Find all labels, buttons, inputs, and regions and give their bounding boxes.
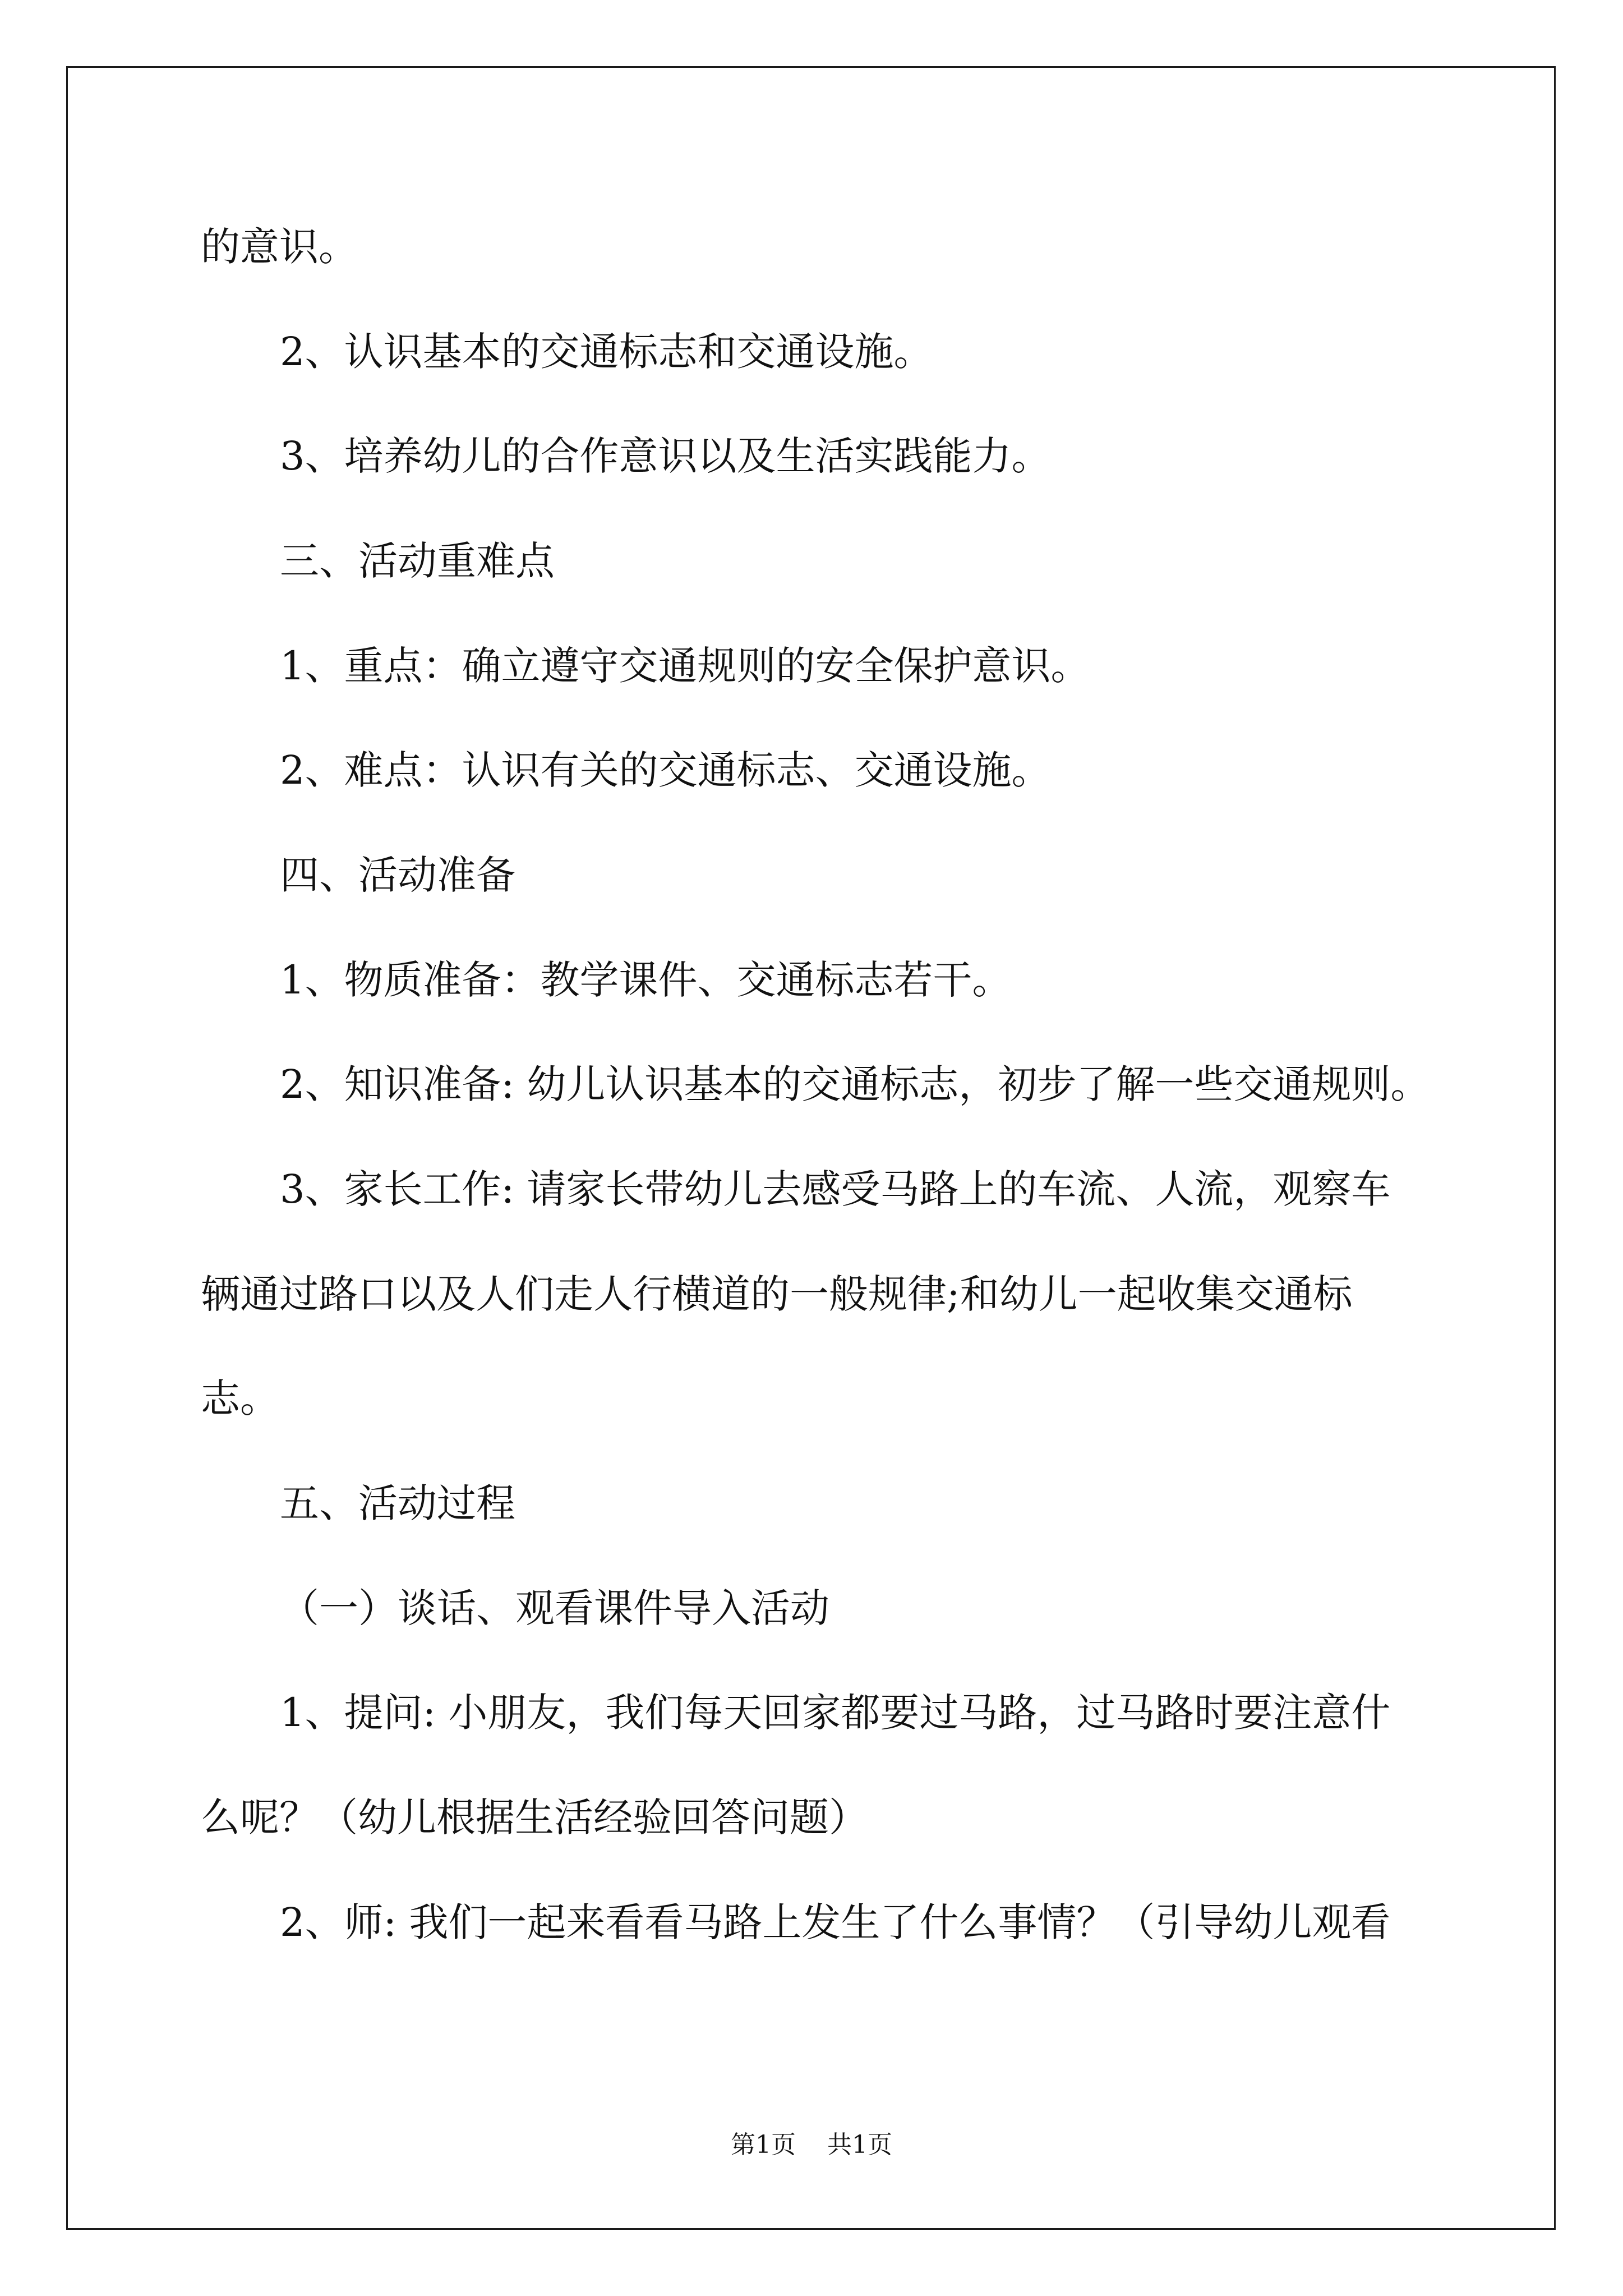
text-line: 志。 [201, 1375, 279, 1421]
text-line: 3、培养幼儿的合作意识以及生活实践能力。 [280, 433, 1051, 479]
text-line: 3、家长工作: 请家长带幼儿去感受马路上的车流、人流，观察车 [280, 1166, 1391, 1212]
page-total: 共1页 [827, 2131, 892, 2159]
section-heading: 三、活动重难点 [280, 538, 555, 584]
page-number: 第1页 [731, 2131, 796, 2159]
section-heading: 五、活动过程 [280, 1480, 515, 1526]
text-line: 2、难点：认识有关的交通标志、交通设施。 [280, 747, 1051, 793]
text-line: 1、物质准备：教学课件、交通标志若干。 [280, 957, 1012, 1003]
text-line: 么呢？（幼儿根据生活经验回答问题） [201, 1795, 868, 1841]
text-line: 辆通过路口以及人们走人行横道的一般规律;和幼儿一起收集交通标 [201, 1271, 1353, 1317]
text-line: 2、认识基本的交通标志和交通设施。 [280, 329, 933, 375]
page-footer [0, 2129, 1623, 2161]
text-line: 2、师: 我们一起来看看马路上发生了什么事情？（引导幼儿观看 [280, 1899, 1391, 1945]
text-line: 1、重点：确立遵守交通规则的安全保护意识。 [280, 643, 1090, 689]
text-line: 的意识。 [201, 224, 358, 270]
text-line: 1、提问: 小朋友，我们每天回家都要过马路，过马路时要注意什 [280, 1690, 1391, 1736]
section-heading: 四、活动准备 [280, 852, 515, 898]
text-line: 2、知识准备: 幼儿认识基本的交通标志，初步了解一些交通规则。 [280, 1061, 1430, 1107]
subsection-heading: （一）谈话、观看课件导入活动 [280, 1585, 829, 1631]
